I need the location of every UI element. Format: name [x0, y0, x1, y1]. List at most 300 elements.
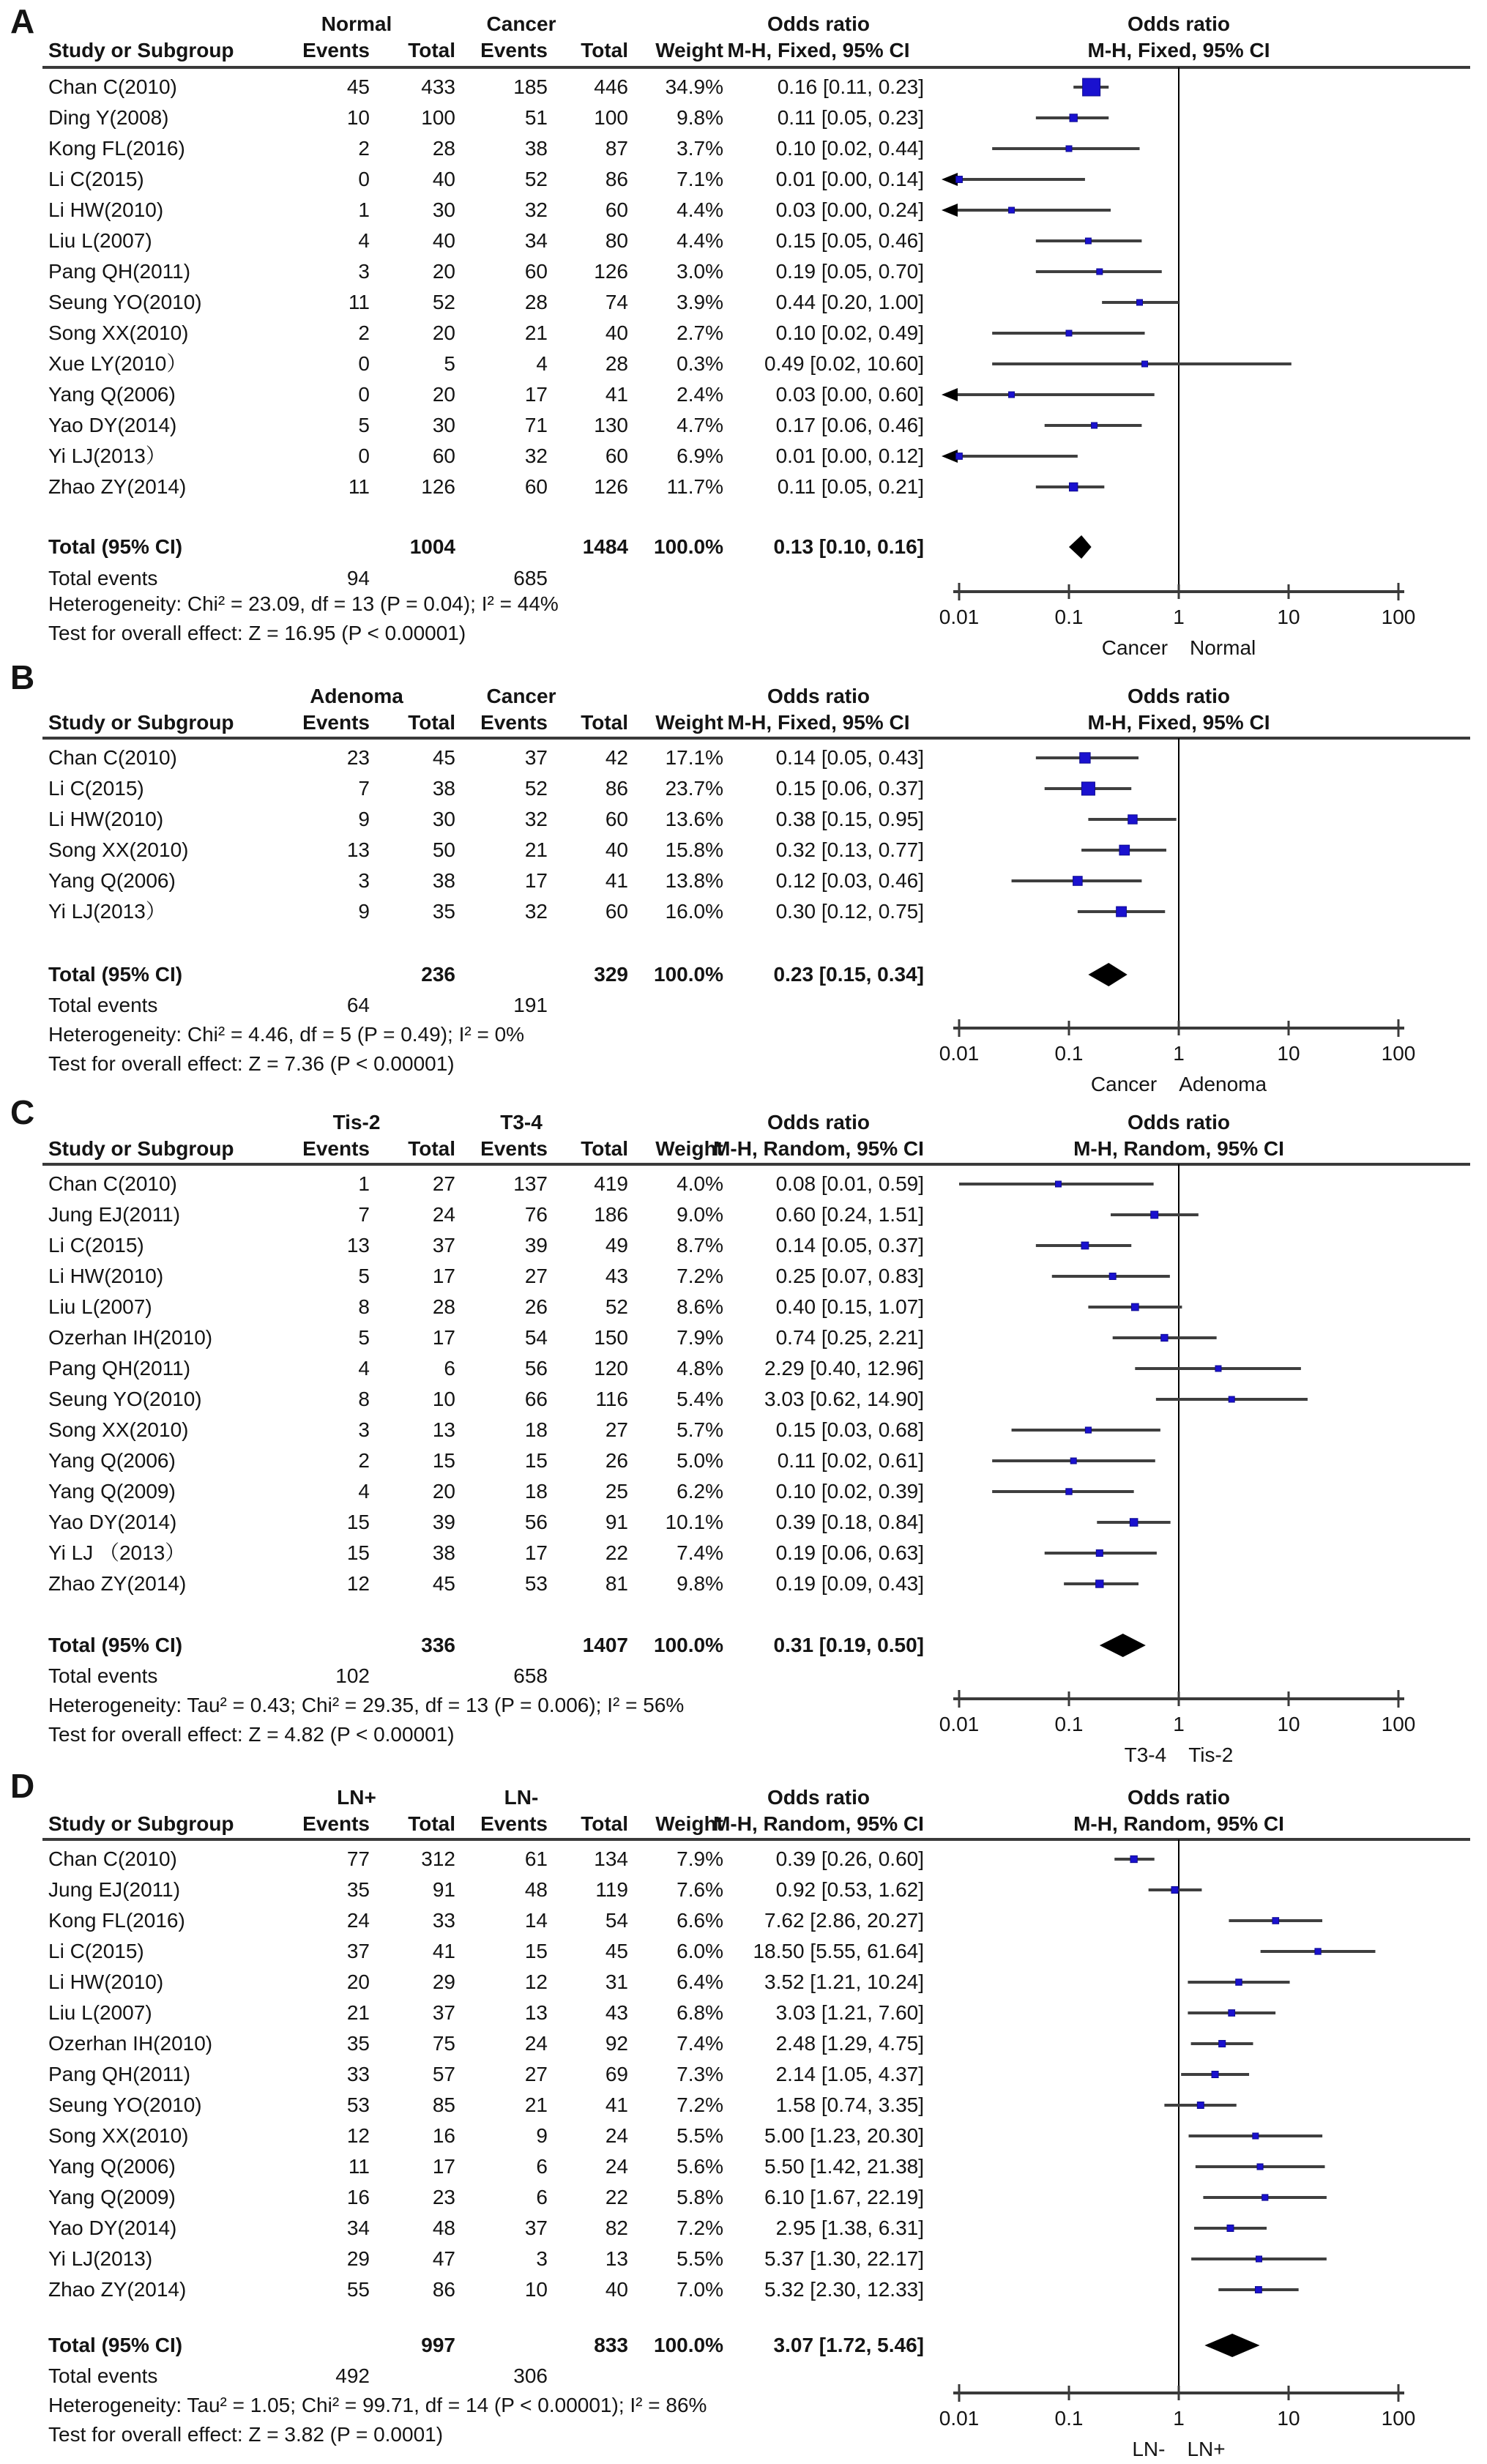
axis-tick-label: 0.1: [1054, 1713, 1084, 1735]
column-header-total1: Total: [408, 1137, 455, 1160]
study-name: Yang Q(2009): [48, 2186, 176, 2208]
total2-cell: 80: [605, 229, 628, 252]
events2-cell: 21: [524, 838, 548, 861]
events2-cell: 6: [536, 2155, 548, 2178]
total1-cell: 20: [432, 321, 455, 344]
total2-cell: 120: [594, 1357, 628, 1380]
favours-label-right: Normal: [1190, 636, 1256, 659]
study-name: Yao DY(2014): [48, 2217, 177, 2239]
study-name: Ozerhan IH(2010): [48, 1326, 213, 1349]
events1-cell: 0: [358, 383, 370, 406]
total2-cell: 40: [605, 321, 628, 344]
weight-cell: 7.2%: [677, 1265, 723, 1287]
weight-cell: 4.7%: [677, 414, 723, 436]
or-ci-cell: 0.32 [0.13, 0.77]: [775, 838, 924, 861]
study-name: Seung YO(2010): [48, 1388, 202, 1410]
column-header-weight: Weight: [655, 1137, 723, 1160]
total1-cell: 20: [432, 1480, 455, 1503]
total2-cell: 24: [605, 2155, 628, 2178]
panel-letter: D: [10, 1767, 35, 1805]
total2-cell: 150: [594, 1326, 628, 1349]
group1-header: Normal: [321, 12, 392, 35]
total2-cell: 22: [605, 2186, 628, 2208]
weight-cell: 6.4%: [677, 1970, 723, 1993]
total2-cell: 43: [605, 2001, 628, 2024]
events2-cell: 32: [524, 808, 548, 830]
total1-cell: 30: [432, 414, 455, 436]
or-ci-cell: 0.38 [0.15, 0.95]: [775, 808, 924, 830]
total-row-label: Total (95% CI): [48, 2334, 183, 2356]
total2-cell: 419: [594, 1172, 628, 1195]
weight-cell: 10.1%: [665, 1511, 723, 1533]
or-column-header-line2: M-H, Fixed, 95% CI: [727, 39, 910, 62]
favours-label-left: Cancer: [1090, 1073, 1158, 1095]
or-ci-cell: 0.14 [0.05, 0.43]: [775, 746, 924, 769]
effect-marker: [1272, 1918, 1279, 1924]
weight-cell: 7.1%: [677, 168, 723, 190]
effect-marker: [1229, 2010, 1235, 2017]
or-ci-cell: 2.48 [1.29, 4.75]: [775, 2032, 924, 2055]
or-ci-cell: 6.10 [1.67, 22.19]: [764, 2186, 924, 2208]
total1-cell: 28: [432, 137, 455, 160]
events1-cell: 3: [358, 1418, 370, 1441]
axis-tick-label: 0.01: [939, 1042, 980, 1065]
or-ci-cell: 2.14 [1.05, 4.37]: [775, 2063, 924, 2085]
column-header-events2: Events: [480, 711, 548, 734]
weight-cell: 15.8%: [665, 838, 723, 861]
favours-label-right: Tis-2: [1188, 1743, 1234, 1766]
total1-cell: 17: [432, 2155, 455, 2178]
study-name: Xue LY(2010）: [48, 352, 187, 375]
total2-cell: 54: [605, 1909, 628, 1932]
total1-cell: 38: [432, 777, 455, 800]
effect-marker: [1257, 2164, 1263, 2170]
study-name: Chan C(2010): [48, 1172, 177, 1195]
weight-cell: 3.0%: [677, 260, 723, 283]
total2-cell: 74: [605, 291, 628, 313]
column-header-total2: Total: [581, 711, 628, 734]
events1-cell: 1: [358, 1172, 370, 1195]
plot-column-header-line2: M-H, Random, 95% CI: [1073, 1137, 1284, 1160]
total1-cell: 23: [432, 2186, 455, 2208]
weight-cell: 7.4%: [677, 1541, 723, 1564]
events2-cell: 32: [524, 198, 548, 221]
total-weight: 100.0%: [654, 963, 723, 986]
events2-cell: 37: [524, 746, 548, 769]
favours-label-left: T3-4: [1124, 1743, 1167, 1766]
group2-header: Cancer: [486, 12, 556, 35]
total2-cell: 28: [605, 352, 628, 375]
total-events-events2: 685: [513, 567, 548, 589]
or-ci-cell: 0.49 [0.02, 10.60]: [764, 352, 924, 375]
weight-cell: 4.0%: [677, 1172, 723, 1195]
total1-cell: 17: [432, 1326, 455, 1349]
weight-cell: 5.5%: [677, 2247, 723, 2270]
favours-label-left: Cancer: [1101, 636, 1169, 659]
or-ci-cell: 0.15 [0.06, 0.37]: [775, 777, 924, 800]
total-events-events1: 102: [335, 1664, 370, 1687]
events1-cell: 37: [346, 1940, 370, 1962]
weight-cell: 7.9%: [677, 1847, 723, 1870]
events2-cell: 32: [524, 444, 548, 467]
column-header-events1: Events: [302, 1812, 370, 1835]
total2-cell: 13: [605, 2247, 628, 2270]
total2-cell: 130: [594, 414, 628, 436]
group2-header: Cancer: [486, 685, 556, 707]
axis-tick-label: 10: [1277, 1713, 1300, 1735]
study-name: Yang Q(2006): [48, 2155, 176, 2178]
total2-cell: 60: [605, 900, 628, 923]
overall-effect-text: Test for overall effect: Z = 7.36 (P < 0.00001): [48, 1052, 455, 1075]
events2-cell: 60: [524, 475, 548, 498]
study-name: Song XX(2010): [48, 321, 189, 344]
events2-cell: 71: [524, 414, 548, 436]
study-name: Jung EJ(2011): [48, 1203, 181, 1226]
total1-cell: 47: [432, 2247, 455, 2270]
axis-tick-label: 10: [1277, 606, 1300, 628]
events1-cell: 0: [358, 444, 370, 467]
total1-cell: 433: [421, 75, 455, 98]
heterogeneity-text: Heterogeneity: Tau² = 0.43; Chi² = 29.35, df = 13 (P = 0.006); I² = 56%: [48, 1694, 685, 1716]
total2-cell: 25: [605, 1480, 628, 1503]
column-header-weight: Weight: [655, 1812, 723, 1835]
events2-cell: 18: [524, 1480, 548, 1503]
events1-cell: 55: [346, 2278, 370, 2301]
axis-tick-label: 0.1: [1054, 1042, 1084, 1065]
column-header-events1: Events: [302, 1137, 370, 1160]
total1-cell: 20: [432, 383, 455, 406]
column-header-study: Study or Subgroup: [48, 39, 234, 62]
total2-cell: 81: [605, 1572, 628, 1595]
weight-cell: 7.2%: [677, 2217, 723, 2239]
study-name: Seung YO(2010): [48, 291, 202, 313]
overall-effect-text: Test for overall effect: Z = 16.95 (P < 0.00001): [48, 622, 466, 644]
events1-cell: 8: [358, 1295, 370, 1318]
effect-marker: [1236, 1979, 1242, 1986]
total1-cell: 20: [432, 260, 455, 283]
total1-cell: 37: [432, 1234, 455, 1257]
total2-cell: 60: [605, 198, 628, 221]
effect-marker: [1130, 1856, 1137, 1862]
study-name: Song XX(2010): [48, 2124, 189, 2147]
or-ci-cell: 0.01 [0.00, 0.12]: [775, 444, 924, 467]
events2-cell: 52: [524, 777, 548, 800]
events2-cell: 53: [524, 1572, 548, 1595]
total2-cell: 91: [605, 1511, 628, 1533]
effect-marker: [1197, 2102, 1204, 2109]
overall-effect-text: Test for overall effect: Z = 3.82 (P = 0.0001): [48, 2423, 444, 2446]
axis-tick-label: 0.1: [1054, 606, 1084, 628]
total-total2: 1484: [582, 535, 628, 558]
study-name: Jung EJ(2011): [48, 1878, 181, 1901]
events1-cell: 8: [358, 1388, 370, 1410]
events1-cell: 12: [346, 1572, 370, 1595]
weight-cell: 3.9%: [677, 291, 723, 313]
events2-cell: 26: [524, 1295, 548, 1318]
study-name: Li HW(2010): [48, 1970, 164, 1993]
total-total2: 833: [594, 2334, 628, 2356]
or-ci-cell: 0.12 [0.03, 0.46]: [775, 869, 924, 892]
events2-cell: 4: [536, 352, 548, 375]
total1-cell: 126: [421, 475, 455, 498]
events2-cell: 51: [524, 106, 548, 129]
events2-cell: 137: [513, 1172, 548, 1195]
plot-column-header-line2: M-H, Fixed, 95% CI: [1087, 711, 1270, 734]
total-events-label: Total events: [48, 2364, 158, 2387]
events1-cell: 20: [346, 1970, 370, 1993]
total-events-events1: 94: [346, 567, 370, 589]
total-total1: 997: [421, 2334, 455, 2356]
weight-cell: 7.0%: [677, 2278, 723, 2301]
effect-marker: [1171, 1886, 1178, 1893]
total2-cell: 134: [594, 1847, 628, 1870]
study-name: Ozerhan IH(2010): [48, 2032, 213, 2055]
study-name: Seung YO(2010): [48, 2093, 202, 2116]
total-events-label: Total events: [48, 1664, 158, 1687]
effect-marker: [1212, 2071, 1218, 2077]
or-column-header-line1: Odds ratio: [767, 12, 871, 35]
favours-label-right: Adenoma: [1179, 1073, 1267, 1095]
events2-cell: 32: [524, 900, 548, 923]
total1-cell: 45: [432, 1572, 455, 1595]
total1-cell: 27: [432, 1172, 455, 1195]
total-events-events2: 658: [513, 1664, 548, 1687]
weight-cell: 7.3%: [677, 2063, 723, 2085]
weight-cell: 7.4%: [677, 2032, 723, 2055]
weight-cell: 3.7%: [677, 137, 723, 160]
column-header-weight: Weight: [655, 39, 723, 62]
total2-cell: 42: [605, 746, 628, 769]
group1-header: Adenoma: [310, 685, 403, 707]
events1-cell: 4: [358, 1480, 370, 1503]
events1-cell: 15: [346, 1511, 370, 1533]
or-ci-cell: 0.01 [0.00, 0.14]: [775, 168, 924, 190]
group2-header: T3-4: [500, 1111, 543, 1134]
total1-cell: 35: [432, 900, 455, 923]
study-name: Li C(2015): [48, 168, 144, 190]
study-name: Li HW(2010): [48, 198, 164, 221]
study-name: Yang Q(2006): [48, 1449, 176, 1472]
study-name: Chan C(2010): [48, 1847, 177, 1870]
axis-tick-label: 100: [1381, 1042, 1416, 1065]
total2-cell: 49: [605, 1234, 628, 1257]
total1-cell: 50: [432, 838, 455, 861]
or-ci-cell: 0.40 [0.15, 1.07]: [775, 1295, 924, 1318]
or-ci-cell: 0.10 [0.02, 0.39]: [775, 1480, 924, 1503]
study-name: Yi LJ(2013）: [48, 444, 166, 467]
study-name: Pang QH(2011): [48, 1357, 191, 1380]
column-header-total2: Total: [581, 39, 628, 62]
total2-cell: 126: [594, 475, 628, 498]
total2-cell: 27: [605, 1418, 628, 1441]
or-ci-cell: 0.74 [0.25, 2.21]: [775, 1326, 924, 1349]
events2-cell: 17: [524, 1541, 548, 1564]
study-name: Kong FL(2016): [48, 137, 185, 160]
events1-cell: 12: [346, 2124, 370, 2147]
axis-tick-label: 0.01: [939, 606, 980, 628]
total2-cell: 92: [605, 2032, 628, 2055]
events1-cell: 33: [346, 2063, 370, 2085]
column-header-study: Study or Subgroup: [48, 1812, 234, 1835]
column-header-events2: Events: [480, 1137, 548, 1160]
events2-cell: 52: [524, 168, 548, 190]
total2-cell: 41: [605, 2093, 628, 2116]
plot-column-header-line1: Odds ratio: [1127, 12, 1231, 35]
study-name: Liu L(2007): [48, 229, 152, 252]
events2-cell: 17: [524, 869, 548, 892]
events2-cell: 10: [524, 2278, 548, 2301]
total1-cell: 10: [432, 1388, 455, 1410]
or-column-header-line2: M-H, Fixed, 95% CI: [727, 711, 910, 734]
total1-cell: 100: [421, 106, 455, 129]
total2-cell: 87: [605, 137, 628, 160]
axis-tick-label: 10: [1277, 1042, 1300, 1065]
plot-column-header-line1: Odds ratio: [1127, 685, 1231, 707]
events1-cell: 2: [358, 137, 370, 160]
events2-cell: 48: [524, 1878, 548, 1901]
events1-cell: 4: [358, 1357, 370, 1380]
total-or-ci: 0.23 [0.15, 0.34]: [773, 963, 924, 986]
or-ci-cell: 0.03 [0.00, 0.60]: [775, 383, 924, 406]
weight-cell: 5.7%: [677, 1418, 723, 1441]
or-ci-cell: 2.29 [0.40, 12.96]: [764, 1357, 924, 1380]
events1-cell: 24: [346, 1909, 370, 1932]
or-ci-cell: 7.62 [2.86, 20.27]: [764, 1909, 924, 1932]
plot-column-header-line1: Odds ratio: [1127, 1111, 1231, 1134]
or-ci-cell: 0.25 [0.07, 0.83]: [775, 1265, 924, 1287]
or-ci-cell: 0.92 [0.53, 1.62]: [775, 1878, 924, 1901]
total-row-label: Total (95% CI): [48, 963, 183, 986]
total2-cell: 52: [605, 1295, 628, 1318]
total-weight: 100.0%: [654, 1634, 723, 1656]
events1-cell: 4: [358, 229, 370, 252]
or-column-header-line1: Odds ratio: [767, 1111, 871, 1134]
events1-cell: 11: [348, 291, 370, 313]
pooled-diamond: [1204, 2334, 1259, 2357]
column-header-events2: Events: [480, 39, 548, 62]
or-ci-cell: 3.52 [1.21, 10.24]: [764, 1970, 924, 1993]
study-name: Zhao ZY(2014): [48, 475, 187, 498]
study-name: Li HW(2010): [48, 1265, 164, 1287]
total-or-ci: 0.13 [0.10, 0.16]: [773, 535, 924, 558]
events2-cell: 18: [524, 1418, 548, 1441]
or-ci-cell: 5.50 [1.42, 21.38]: [764, 2155, 924, 2178]
total1-cell: 41: [432, 1940, 455, 1962]
weight-cell: 4.4%: [677, 198, 723, 221]
or-column-header-line1: Odds ratio: [767, 685, 871, 707]
axis-tick-label: 100: [1381, 1713, 1416, 1735]
axis-tick-label: 0.01: [939, 2407, 980, 2430]
events1-cell: 2: [358, 321, 370, 344]
weight-cell: 16.0%: [665, 900, 723, 923]
or-ci-cell: 0.16 [0.11, 0.23]: [777, 75, 924, 98]
total1-cell: 13: [432, 1418, 455, 1441]
panel-letter: C: [10, 1093, 35, 1131]
study-name: Yi LJ （2013）: [48, 1541, 186, 1564]
column-header-total1: Total: [408, 1812, 455, 1835]
events1-cell: 34: [346, 2217, 370, 2239]
events2-cell: 56: [524, 1357, 548, 1380]
panel-letter: B: [10, 658, 35, 696]
total-weight: 100.0%: [654, 535, 723, 558]
group2-header: LN-: [504, 1786, 539, 1809]
total1-cell: 91: [432, 1878, 455, 1901]
axis-tick-label: 1: [1173, 1713, 1185, 1735]
events1-cell: 9: [358, 808, 370, 830]
effect-marker: [1219, 2040, 1226, 2047]
events1-cell: 5: [358, 1265, 370, 1287]
or-ci-cell: 0.30 [0.12, 0.75]: [775, 900, 924, 923]
axis-tick-label: 0.1: [1054, 2407, 1084, 2430]
total1-cell: 38: [432, 869, 455, 892]
events2-cell: 27: [524, 1265, 548, 1287]
or-ci-cell: 0.11 [0.02, 0.61]: [777, 1449, 924, 1472]
events2-cell: 54: [524, 1326, 548, 1349]
total1-cell: 38: [432, 1541, 455, 1564]
study-name: Song XX(2010): [48, 1418, 189, 1441]
total-row-label: Total (95% CI): [48, 1634, 183, 1656]
total-events-events1: 492: [335, 2364, 370, 2387]
events1-cell: 11: [348, 2155, 370, 2178]
column-header-weight: Weight: [655, 711, 723, 734]
plot-column-header-line2: M-H, Fixed, 95% CI: [1087, 39, 1270, 62]
effect-marker: [1255, 2287, 1261, 2293]
or-ci-cell: 18.50 [5.55, 61.64]: [753, 1940, 924, 1962]
events1-cell: 2: [358, 1449, 370, 1472]
total2-cell: 446: [594, 75, 628, 98]
weight-cell: 7.9%: [677, 1326, 723, 1349]
total1-cell: 28: [432, 1295, 455, 1318]
total1-cell: 40: [432, 168, 455, 190]
or-ci-cell: 5.00 [1.23, 20.30]: [764, 2124, 924, 2147]
total-events-label: Total events: [48, 567, 158, 589]
total-total1: 236: [421, 963, 455, 986]
total1-cell: 29: [432, 1970, 455, 1993]
events1-cell: 16: [346, 2186, 370, 2208]
total-or-ci: 0.31 [0.19, 0.50]: [773, 1634, 924, 1656]
events1-cell: 7: [358, 1203, 370, 1226]
events1-cell: 13: [346, 838, 370, 861]
total1-cell: 45: [432, 746, 455, 769]
weight-cell: 6.8%: [677, 2001, 723, 2024]
column-header-total1: Total: [408, 711, 455, 734]
or-ci-cell: 5.37 [1.30, 22.17]: [764, 2247, 924, 2270]
total2-cell: 86: [605, 777, 628, 800]
events2-cell: 60: [524, 260, 548, 283]
total2-cell: 40: [605, 838, 628, 861]
or-ci-cell: 0.17 [0.06, 0.46]: [775, 414, 924, 436]
total-or-ci: 3.07 [1.72, 5.46]: [773, 2334, 924, 2356]
weight-cell: 2.7%: [677, 321, 723, 344]
total-total2: 329: [594, 963, 628, 986]
total1-cell: 5: [444, 352, 455, 375]
total1-cell: 24: [432, 1203, 455, 1226]
total2-cell: 69: [605, 2063, 628, 2085]
study-name: Zhao ZY(2014): [48, 2278, 187, 2301]
weight-cell: 4.4%: [677, 229, 723, 252]
total-weight: 100.0%: [654, 2334, 723, 2356]
study-name: Song XX(2010): [48, 838, 189, 861]
or-ci-cell: 0.10 [0.02, 0.49]: [775, 321, 924, 344]
or-ci-cell: 3.03 [0.62, 14.90]: [764, 1388, 924, 1410]
events2-cell: 9: [536, 2124, 548, 2147]
study-name: Kong FL(2016): [48, 1909, 185, 1932]
events2-cell: 39: [524, 1234, 548, 1257]
events2-cell: 38: [524, 137, 548, 160]
favours-label-right: LN+: [1187, 2438, 1226, 2460]
total-row-label: Total (95% CI): [48, 535, 183, 558]
study-name: Li HW(2010): [48, 808, 164, 830]
